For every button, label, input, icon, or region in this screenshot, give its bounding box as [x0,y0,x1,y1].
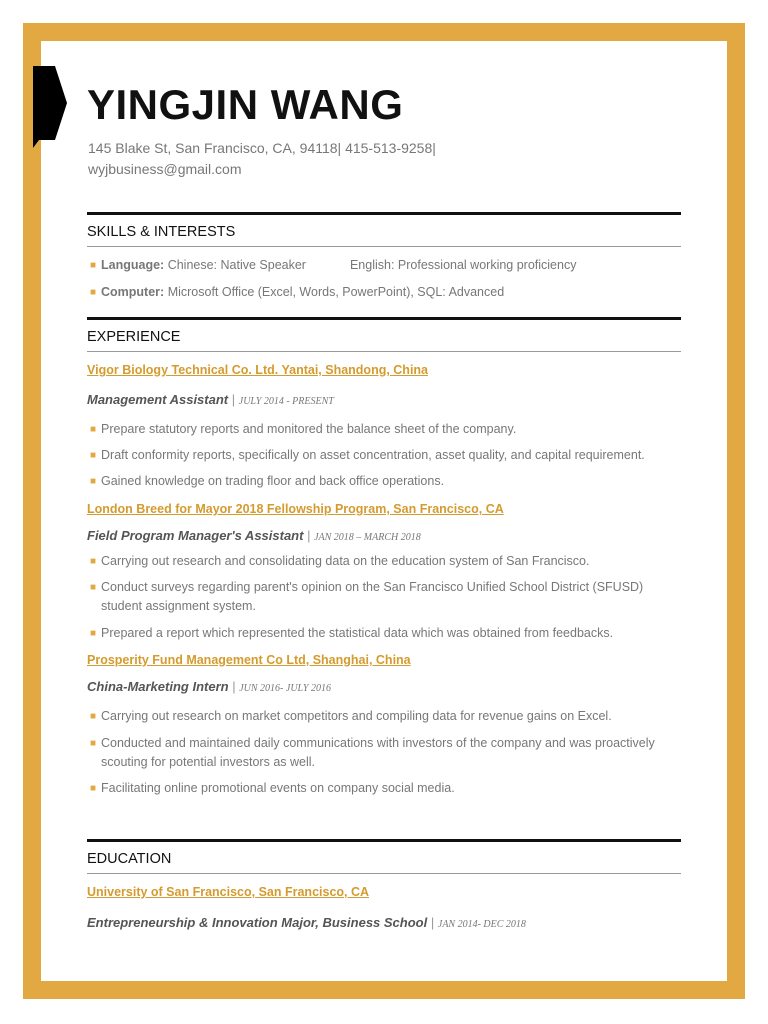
job-bullet: ■ Gained knowledge on trading floor and back office operations. [90,472,675,491]
job-bullet: ■ Carrying out research and consolidating data on the education system of San Francisco. [90,552,675,571]
role-separator: | [307,528,311,543]
employer-link[interactable]: London Breed for Mayor 2018 Fellowship Program, San Francisco, CA [87,502,504,516]
role-separator: | [231,392,236,407]
job-bullet: ■ Conducted and maintained daily communications with investors of the company and was proactively scouting for potential investors as well. [90,736,655,769]
candidate-name: YINGJIN WANG [87,81,404,128]
job-role [87,678,331,697]
job-role [87,527,421,546]
header-flag-marker [33,66,69,150]
job-bullet: ■ Facilitating online promotional events on company social media. [90,779,675,798]
section-rule-top [87,839,681,842]
job-bullet: ■ Prepare statutory reports and monitored the balance sheet of the company. [90,420,675,439]
degree-dates: JAN 2014- DEC 2018 [437,919,526,930]
skills-section-title: SKILLS & INTERESTS [87,224,236,240]
employer-link[interactable]: Vigor Biology Technical Co. Ltd. Yantai, Shandong, China [87,363,429,377]
job-bullet: ■ Conduct surveys regarding parent's opinion on the San Francisco Unified School District (SFUSD) student assignment system. [90,580,644,613]
degree-separator: | [430,915,435,930]
bullet-marker: ■ [90,783,97,794]
job-title: Field Program Manager's Assistant [87,528,304,543]
job-bullet: ■ Carrying out research on market competitors and compiling data for revenue gains on Excel. [90,707,675,726]
job-title: China-Marketing Intern [87,679,229,694]
bullet-marker: ■ [90,476,97,487]
school-link[interactable]: University of San Francisco, San Francisco, CA [87,885,370,899]
job-bullet: ■ Prepared a report which represented the statistical data which was obtained from feedbacks. [90,624,675,643]
computer-label: Computer: [101,285,165,299]
bullet-marker: ■ [90,287,97,298]
bullet-marker: ■ [90,556,97,567]
section-rule-top [87,317,681,320]
job-title: Management Assistant [87,392,229,407]
contact-info [88,138,508,180]
skill-language-item [90,256,675,275]
section-rule-bottom [87,246,681,247]
degree-line [87,914,526,933]
bullet-marker: ■ [90,628,97,639]
section-rule-bottom [87,351,681,352]
role-separator: | [232,679,236,694]
language-label: Language: [101,258,165,272]
experience-section-title: EXPERIENCE [87,329,181,345]
bullet-marker: ■ [90,582,97,593]
job-dates: JUN 2016- JULY 2016 [239,683,331,694]
job-dates: JULY 2014 - PRESENT [238,396,334,407]
degree-title: Entrepreneurship & Innovation Major, Business School [87,915,428,930]
job-role [87,391,334,410]
section-rule-bottom [87,873,681,874]
bullet-marker: ■ [90,260,97,271]
bullet-marker: ■ [90,424,97,435]
bullet-marker: ■ [90,738,97,749]
email-line: wyjbusiness@gmail.com [88,161,242,177]
computer-value: Microsoft Office (Excel, Words, PowerPoint), SQL: Advanced [167,285,505,299]
language-other: English: Professional working proficiency [349,258,577,272]
section-rule-top [87,212,681,215]
job-bullet: ■ Draft conformity reports, specifically on asset concentration, asset quality, and capital requirement. [90,446,675,465]
bullet-marker: ■ [90,450,97,461]
language-native: Chinese: Native Speaker [167,258,306,272]
education-section-title: EDUCATION [87,851,172,867]
job-dates: JAN 2018 – MARCH 2018 [314,532,421,543]
employer-link[interactable]: Prosperity Fund Management Co Ltd, Shanghai, China [87,653,411,667]
bullet-marker: ■ [90,711,97,722]
address-phone-line: 145 Blake St, San Francisco, CA, 94118| 415-513-9258| [88,140,436,156]
skill-computer-item [90,283,675,302]
